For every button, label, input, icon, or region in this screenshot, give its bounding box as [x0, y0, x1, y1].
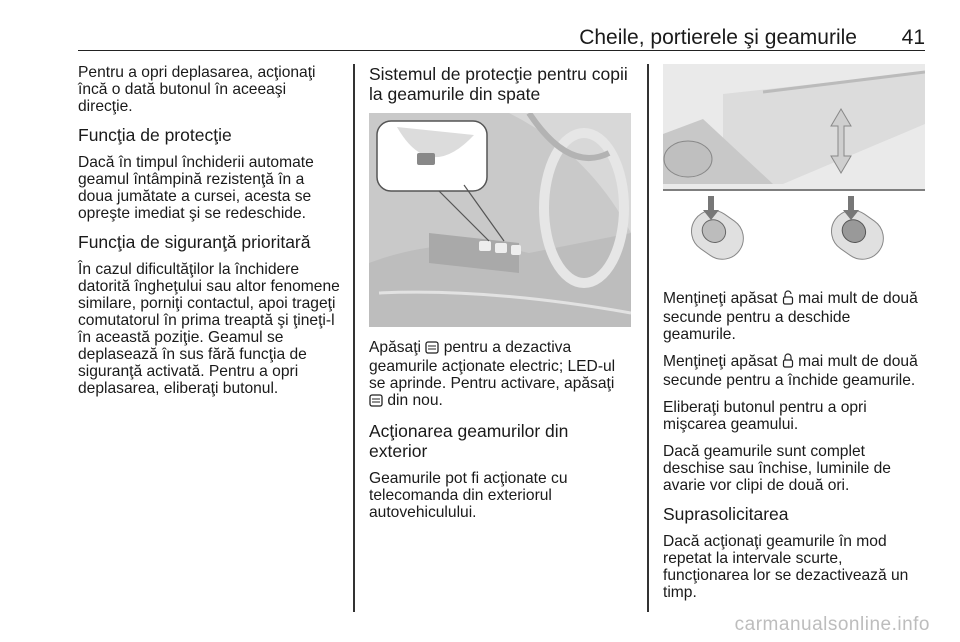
- door-switch-illustration: [369, 113, 631, 327]
- paragraph-override: În cazul dificultăţilor la închidere datorită îngheţului sau altor fenomene similare, porniţi contactul, apoi trageţi comutatorul în prima treaptă şi ţineţi-l în această poziţie. Geamul se deplasează în sus fără funcţia de siguranţă activată. Pentru a opri deplasarea, eliberaţi butonul.: [78, 261, 340, 397]
- heading-protection: Funcţia de protecţie: [78, 125, 232, 145]
- heading-override: Funcţia de siguranţă prioritară: [78, 232, 311, 252]
- heading-remote-operation: Acţionarea geamurilor din exterior: [369, 421, 569, 461]
- column-divider-2: [647, 64, 649, 612]
- column-2: [369, 64, 631, 531]
- column-divider-1: [353, 64, 355, 612]
- paragraph-child-safety-part3: din nou.: [387, 392, 443, 409]
- column-3: [663, 64, 927, 611]
- paragraph-child-safety: [369, 339, 631, 411]
- child-lock-window-icon: [425, 341, 439, 358]
- heading-overload: Suprasolicitarea: [663, 504, 789, 524]
- paragraph-open-windows: [663, 290, 927, 343]
- paragraph-open-part2: mai mult de două secunde pentru a deschide geamurile.: [663, 290, 918, 343]
- paragraph-close-part1: Menţineţi apăsat: [663, 353, 778, 370]
- paragraph-release: Eliberaţi butonul pentru a opri mişcarea geamului.: [663, 399, 867, 433]
- paragraph-stop: Pentru a opri deplasarea, acţionaţi încă o dată butonul în aceeaşi direcţie.: [78, 64, 316, 115]
- paragraph-child-safety-part1: Apăsaţi: [369, 339, 422, 356]
- paragraph-child-safety-part2: pentru a dezactiva geamurile acţionate electric; LED-ul se aprinde. Pentru activare, apăsaţi: [369, 339, 616, 392]
- page-header: [78, 24, 925, 51]
- paragraph-close-part2: mai mult de două secunde pentru a închide geamurile.: [663, 353, 918, 389]
- lock-padlock-icon: [782, 353, 794, 372]
- page-number: 41: [901, 26, 925, 49]
- watermark: carmanualsonline.info: [734, 614, 930, 635]
- paragraph-hazard-flash: Dacă geamurile sunt complet deschise sau închise, luminile de avarie vor clipi de două ori.: [663, 443, 891, 494]
- paragraph-overload: Dacă acţionaţi geamurile în mod repetat la intervale scurte, funcţionarea lor se dezactivează un timp.: [663, 533, 909, 601]
- paragraph-close-windows: [663, 353, 927, 389]
- child-lock-window-icon: [369, 394, 383, 411]
- column-1: [78, 64, 340, 407]
- paragraph-open-part1: Menţineţi apăsat: [663, 290, 778, 307]
- paragraph-remote-operation: Geamurile pot fi acţionate cu telecomanda din exteriorul autovehiculului.: [369, 470, 568, 521]
- paragraph-protection: Dacă în timpul închiderii automate geamul întâmpină rezistenţă în a doua jumătate a cursei, acesta se opreşte imediat şi se redeschide.: [78, 154, 314, 222]
- heading-child-safety: Sistemul de protecţie pentru copii la geamurile din spate: [369, 64, 628, 104]
- remote-key-window-illustration: [663, 64, 925, 278]
- unlock-padlock-icon: [782, 290, 794, 309]
- header-title: Cheile, portierele şi geamurile: [579, 26, 857, 49]
